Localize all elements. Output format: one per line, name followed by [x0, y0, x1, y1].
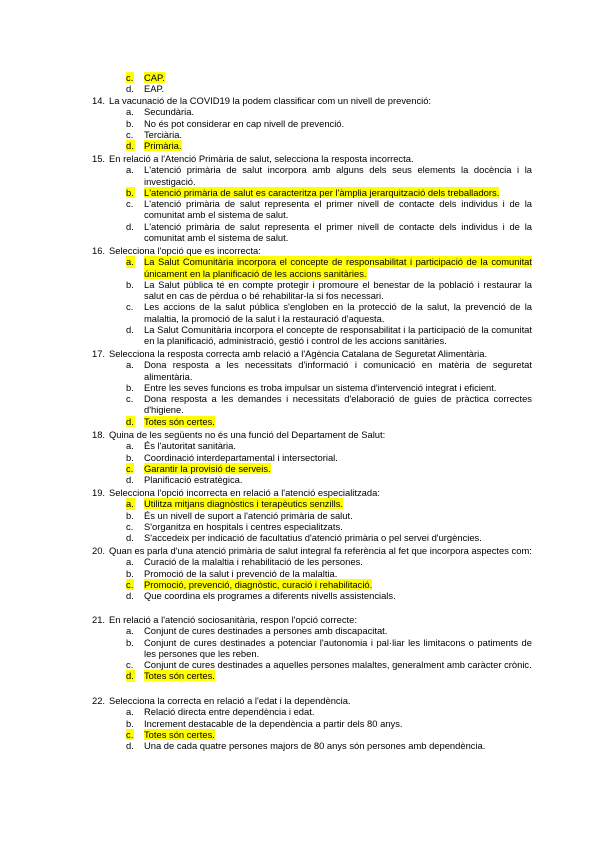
option-d [126, 532, 532, 543]
option-letter: b. [126, 636, 134, 648]
question-number: 16. [92, 245, 106, 256]
option-letter: d. [126, 532, 134, 544]
option-letter: d. [126, 415, 134, 427]
option-text: Garantir la provisió de serveis. [144, 462, 271, 474]
option-d [126, 140, 532, 151]
option-letter: b. [126, 451, 134, 463]
option-text: Conjunt de cures destinades a potenciar l'autonomia i pal·liar les limitacons o patiments de les persones que les reben. [144, 636, 532, 659]
option-letter: c. [126, 72, 134, 83]
option-c [126, 301, 532, 324]
option-letter: d. [126, 220, 134, 232]
option-text: Que coordina els programes a diferents nivells assistencials. [144, 590, 396, 602]
option-text: Planificació estratègica. [144, 474, 243, 486]
option-text: És l'autoritat sanitària. [144, 440, 236, 452]
option-text: Una de cada quatre persones majors de 80 anys són persones amb dependència. [144, 740, 486, 752]
question-17 [92, 348, 532, 427]
option-text: S'organitza en hospitals i centres especialitzats. [144, 520, 343, 532]
option-a [126, 106, 532, 117]
question-text: Quina de les següents no és una funció del Departament de Salut: [109, 429, 386, 440]
question-number: 20. [92, 545, 106, 556]
option-text: Totes són certes. [144, 670, 215, 682]
option-letter: a. [126, 498, 134, 510]
question-number: 14. [92, 95, 106, 106]
option-d [126, 590, 532, 601]
question-text: Quan es parla d'una atenció primària de salut integral fa referència al fet que incorpora aspectes com: [109, 545, 532, 556]
option-text: L'atenció primària de salut representa el primer nivell de contacte dels individus i de la comunitat amb el sistema de salut. [144, 220, 532, 244]
option-letter: c. [126, 198, 134, 210]
question-18 [92, 429, 532, 485]
question-16 [92, 245, 532, 347]
option-text: Relació directa entre dependència i edat. [144, 706, 315, 718]
question-number: 18. [92, 429, 106, 440]
option-text: No és pot considerar en cap nivell de prevenció. [144, 117, 345, 129]
option-letter: d. [126, 590, 134, 602]
option-letter: d. [126, 740, 134, 752]
option-letter: a. [126, 706, 134, 718]
option-letter: d. [126, 474, 134, 486]
option-letter: a. [126, 440, 134, 452]
option-text: Entre les seves funcions es troba impulsar un sistema d'intervenció integrat i eficient. [144, 381, 497, 393]
option-text: La Salut Comunitària incorpora el concepte de responsabilitat i participació de la comunitat únicament en la planificació de les accions sanitàries. [144, 256, 532, 279]
option-letter: b. [126, 717, 134, 729]
option-c [126, 72, 532, 83]
question-text: La vacunació de la COVID19 la podem classificar com un nivell de prevenció: [109, 95, 432, 106]
option-letter: a. [126, 359, 134, 371]
question-20 [92, 545, 532, 601]
option-b [126, 568, 532, 579]
option-c [126, 129, 532, 140]
option-text: Increment destacable de la dependència a partir dels 80 anys. [144, 717, 403, 729]
option-text: Curació de la malaltia i rehabilitació de les persones. [144, 556, 363, 568]
option-text: La Salut pública té en compte protegir i promoure el benestar de la població i restaurar la salut en cas de pèrdua o bé rehabilitar-la si fos necessari. [144, 278, 532, 302]
option-letter: b. [126, 509, 134, 521]
option-d [126, 670, 532, 681]
option-text: Utilitza mitjans diagnòstics i terapèutics senzills. [144, 498, 344, 510]
option-d [126, 221, 532, 244]
option-letter: a. [126, 625, 134, 637]
option-b [126, 718, 532, 729]
option-letter: d. [126, 670, 134, 682]
question-22 [92, 695, 532, 751]
question-number: 19. [92, 487, 106, 498]
option-a [126, 556, 532, 567]
option-b [126, 637, 532, 660]
option-text: S'accedeix per indicació de facultatius d'atenció primària o pel servei d'urgències. [144, 532, 482, 544]
option-text: L'atenció primària de salut es caracteritza per l'àmplia jerarquització dels treballadors. [144, 186, 500, 198]
option-text: CAP. [144, 72, 165, 83]
option-text: La Salut Comunitària incorpora el concepte de responsabilitat i la participació de la comunitat en la planificació, administració, gestió i control de les accions sanitàries. [144, 324, 532, 347]
option-letter: b. [126, 567, 134, 579]
option-d [126, 416, 532, 427]
option-text: Coordinació interdepartamental i intersectorial. [144, 451, 338, 463]
question-14 [92, 95, 532, 151]
option-d [126, 324, 532, 347]
option-b [126, 187, 532, 198]
option-text: Dona resposta a les demandes i necessitats d'elaboració de guies de pràctica correctes d'higiene. [144, 393, 532, 416]
option-letter: c. [126, 520, 134, 532]
option-text: Primària. [144, 140, 182, 152]
option-text: Les accions de la salut pública s'engloben en la protecció de la salut, la prevenció de la malaltia, la promoció de la salut i la restauració d'aquesta. [144, 301, 532, 324]
option-c [126, 463, 532, 474]
question-number: 17. [92, 348, 106, 359]
lead-options [92, 72, 532, 95]
option-text: Promoció de la salut i prevenció de la malaltia. [144, 567, 338, 579]
option-c [126, 521, 532, 532]
question-21 [92, 614, 532, 682]
option-d [126, 83, 532, 94]
question-text: Selecciona l'opció que es incorrecta: [109, 245, 261, 256]
option-text: Conjunt de cures destinades a persones amb discapacitat. [144, 625, 388, 637]
question-19 [92, 487, 532, 543]
option-c [126, 659, 532, 670]
option-letter: a. [126, 256, 134, 268]
option-text: Secundària. [144, 106, 195, 118]
option-letter: c. [126, 393, 134, 405]
option-text: Promoció, prevenció, diagnòstic, curació i rehabilitació. [144, 578, 373, 590]
option-b [126, 279, 532, 302]
option-letter: c. [126, 578, 134, 590]
option-text: És un nivell de suport a l'atenció primària de salut. [144, 509, 353, 521]
option-letter: a. [126, 106, 134, 118]
option-text: Dona resposta a les necessitats d'informació i comunicació en matèria de seguretat alimentària. [144, 359, 532, 382]
question-number: 21. [92, 614, 106, 625]
option-b [126, 118, 532, 129]
option-a [126, 625, 532, 636]
option-b [126, 510, 532, 521]
question-text: Selecciona la correcta en relació a l'edat i la dependència. [109, 695, 351, 706]
option-letter: d. [126, 83, 134, 95]
option-text: EAP. [144, 83, 165, 95]
question-text: En relació a l'Atenció Primària de salut, selecciona la resposta incorrecta. [109, 153, 414, 164]
option-a [126, 359, 532, 382]
option-letter: d. [126, 324, 134, 336]
option-letter: c. [126, 659, 134, 671]
option-a [126, 706, 532, 717]
option-c [126, 579, 532, 590]
option-text: L'atenció primària de salut representa el primer nivell de contacte dels individus i de la comunitat amb el sistema de salut. [144, 198, 532, 221]
option-a [126, 498, 532, 509]
question-number: 22. [92, 695, 106, 706]
option-letter: c. [126, 128, 134, 140]
option-a [126, 256, 532, 279]
option-a [126, 440, 532, 451]
option-b [126, 382, 532, 393]
option-text: L'atenció primària de salut incorpora amb alguns dels seus elements la docència i la investigació. [144, 164, 532, 187]
option-a [126, 164, 532, 187]
option-text: Terciària. [144, 128, 183, 140]
option-b [126, 452, 532, 463]
option-c [126, 393, 532, 416]
option-letter: b. [126, 117, 134, 129]
option-d [126, 740, 532, 751]
option-c [126, 729, 532, 740]
option-text: Totes són certes. [144, 415, 215, 427]
option-d [126, 474, 532, 485]
option-letter: b. [126, 186, 134, 198]
option-letter: c. [126, 462, 134, 474]
question-15 [92, 153, 532, 243]
option-letter: b. [126, 381, 134, 393]
option-letter: c. [126, 728, 134, 740]
option-letter: b. [126, 278, 134, 290]
option-text: Conjunt de cures destinades a aquelles persones malaltes, generalment amb caràcter crònic. [144, 659, 532, 671]
option-letter: c. [126, 301, 134, 313]
question-number: 15. [92, 153, 106, 164]
option-letter: a. [126, 556, 134, 568]
question-text: Selecciona l'opció incorrecta en relació a l'atenció especialitzada: [109, 487, 380, 498]
option-text: Totes són certes. [144, 728, 215, 740]
question-text: En relació a l'atenció sociosanitària, respon l'opció correcte: [109, 614, 357, 625]
option-letter: d. [126, 140, 134, 152]
option-c [126, 198, 532, 221]
question-text: Selecciona la resposta correcta amb relació a l'Agència Catalana de Seguretat Alimentària. [109, 348, 488, 359]
option-letter: a. [126, 164, 134, 176]
